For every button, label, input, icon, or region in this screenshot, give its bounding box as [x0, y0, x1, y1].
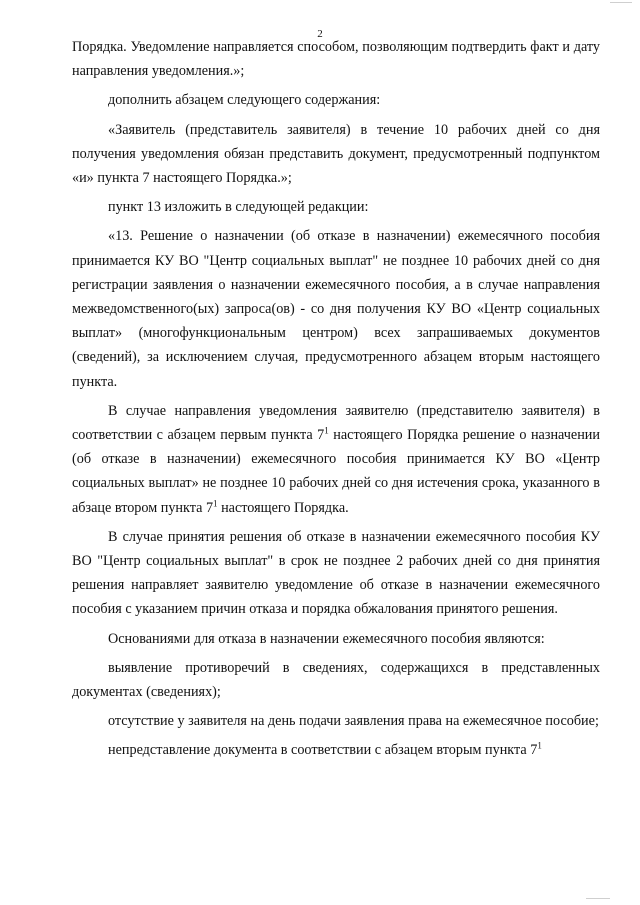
- page-number: 2: [317, 28, 323, 40]
- paragraph: [72, 525, 600, 622]
- paragraph-text: Основаниями для отказа в назначении ежемесячного пособия являются:: [108, 630, 545, 647]
- paragraph-text: настоящего Порядка решение о назначении (об отказе в назначении) ежемесячного пособия принимается КУ ВО «Центр социальных выплат» не позднее 10 рабочих дней со дня истечения срока, указанного в абзаце втором пункта 7: [72, 427, 600, 516]
- document-body: [72, 35, 600, 768]
- paragraph: [72, 195, 600, 219]
- paragraph: [72, 738, 600, 762]
- paragraph: [72, 224, 600, 393]
- paragraph-text: отсутствие у заявителя на день подачи заявления права на ежемесячное пособие;: [108, 713, 599, 730]
- paragraph: [72, 627, 600, 651]
- paragraph-text: В случае направления уведомления заявителю (представителю заявителя) в соответствии с абзацем первым пункта 7: [72, 402, 600, 444]
- paragraph: [72, 399, 600, 520]
- superscript: 1: [324, 425, 329, 436]
- paragraph-text: дополнить абзацем следующего содержания:: [108, 92, 381, 109]
- paragraph-text: выявление противоречий в сведениях, содержащихся в представленных документах (сведениях);: [72, 659, 600, 701]
- scan-artifact-mark: [610, 2, 632, 3]
- paragraph-text: «Заявитель (представитель заявителя) в течение 10 рабочих дней со дня получения уведомления обязан представить документ, предусмотренный подпунктом «и» пункта 7 настоящего Порядка.»;: [72, 121, 600, 187]
- paragraph-text: «13. Решение о назначении (об отказе в назначении) ежемесячного пособия принимается КУ ВО "Центр социальных выплат" не позднее 10 рабочих дней со дня регистрации заявления о назначении ежемесячного пособия, а в случае направления межведомственного(ых) запроса(ов) - со дня получения КУ ВО «Центр социальных выплат» (многофункциональным центром) всех запрашиваемых документов (сведений), за исключением случая, предусмотренного абзацем вторым настоящего пункта.: [72, 228, 600, 390]
- superscript: 1: [537, 740, 542, 751]
- paragraph: [72, 656, 600, 704]
- paragraph-text: В случае принятия решения об отказе в назначении ежемесячного пособия КУ ВО "Центр социальных выплат" в срок не позднее 2 рабочих дней со дня принятия решения направляет заявителю уведомление об отказе в назначении ежемесячного пособия с указанием причин отказа и порядка обжалования принятого решения.: [72, 528, 600, 618]
- paragraph-text: пункт 13 изложить в следующей редакции:: [108, 199, 369, 216]
- paragraph: [72, 35, 600, 83]
- paragraph: [72, 88, 600, 112]
- superscript: 1: [213, 497, 218, 508]
- paragraph-text: Порядка. Уведомление направляется способом, позволяющим подтвердить факт и дату направления уведомления.»;: [72, 39, 600, 80]
- paragraph-text: настоящего Порядка.: [217, 499, 349, 516]
- paragraph: [72, 118, 600, 191]
- paragraph: [72, 709, 600, 733]
- scan-artifact-mark: [586, 898, 610, 899]
- paragraph-text: непредставление документа в соответствии с абзацем вторым пункта 7: [108, 742, 538, 759]
